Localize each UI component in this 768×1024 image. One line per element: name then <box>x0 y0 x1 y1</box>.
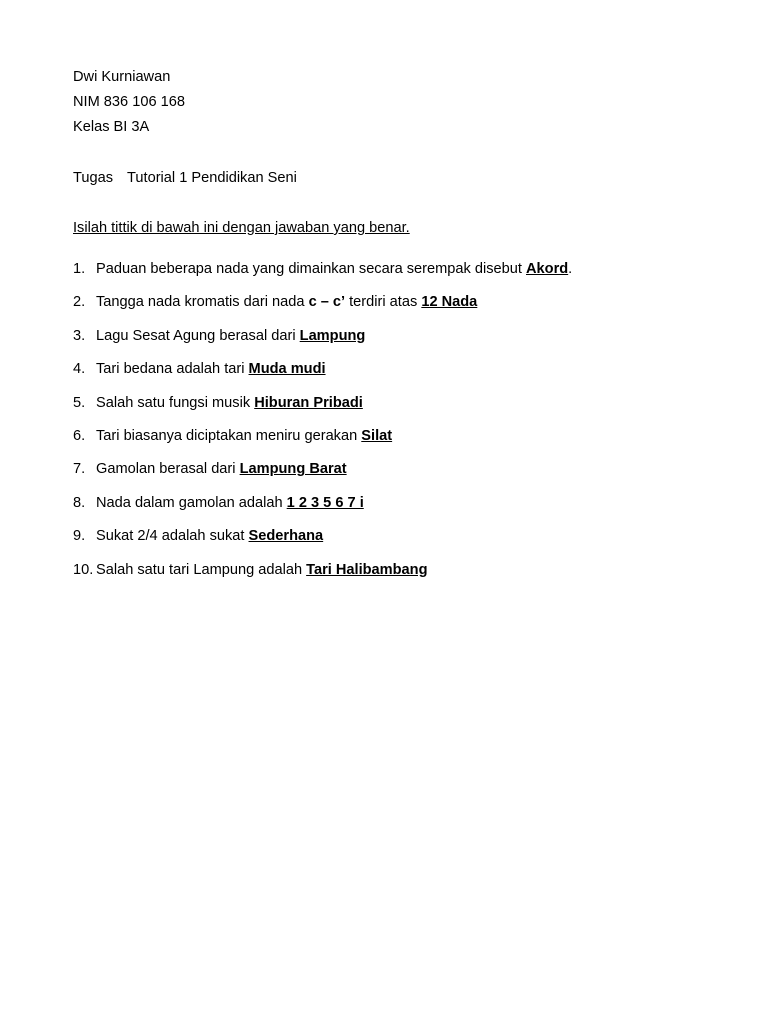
answer-text: Muda mudi <box>248 361 326 378</box>
question-number: 7. <box>73 461 86 478</box>
instruction-text: Isilah tittik di bawah ini dengan jawaban yang benar. <box>73 220 410 236</box>
question-item <box>73 394 572 412</box>
question-text: Sukat 2/4 adalah sukat <box>96 528 249 545</box>
question-item <box>73 293 572 311</box>
question-text-continued: terdiri atas <box>345 294 422 311</box>
question-keyword: c – c’ <box>308 294 346 311</box>
question-item <box>73 260 572 278</box>
answer-text: Silat <box>361 427 393 444</box>
student-nim: NIM 836 106 168 <box>73 94 185 110</box>
answer-text: Hiburan Pribadi <box>254 394 363 411</box>
question-text: Nada dalam gamolan adalah <box>96 494 287 511</box>
question-text: Paduan beberapa nada yang dimainkan secara serempak disebut <box>96 261 526 277</box>
question-text: Lagu Sesat Agung berasal dari <box>96 327 300 344</box>
answer-text: Tari Halibambang <box>306 561 428 578</box>
question-number: 10. <box>73 561 94 578</box>
question-number: 5. <box>73 394 86 411</box>
question-item <box>73 460 572 478</box>
question-list <box>73 260 572 594</box>
question-item <box>73 360 572 378</box>
question-text: Salah satu tari Lampung adalah <box>96 561 307 578</box>
question-number: 6. <box>73 427 86 444</box>
question-number: 4. <box>73 361 86 378</box>
question-number: 2. <box>73 294 86 311</box>
assignment-title-prefix: Tugas <box>73 170 114 186</box>
question-text: Salah satu fungsi musik <box>96 394 255 411</box>
question-text: Tari biasanya diciptakan meniru gerakan <box>96 427 362 444</box>
question-item <box>73 561 572 579</box>
answer-text: 1 2 3 5 6 7 i <box>286 494 364 511</box>
question-number: 8. <box>73 494 86 511</box>
question-text: Tari bedana adalah tari <box>96 361 249 378</box>
answer-text: 12 Nada <box>421 294 478 311</box>
student-class: Kelas BI 3A <box>73 119 150 135</box>
assignment-title-text: Tutorial 1 Pendidikan Seni <box>127 170 297 186</box>
question-text: Gamolan berasal dari <box>96 461 240 478</box>
question-item <box>73 494 572 512</box>
question-number: 3. <box>73 327 86 344</box>
student-name: Dwi Kurniawan <box>73 69 171 85</box>
answer-text: Lampung <box>299 327 366 344</box>
assignment-title <box>73 169 297 187</box>
question-number: 1. <box>73 261 86 277</box>
question-suffix: . <box>568 261 573 277</box>
question-number: 9. <box>73 528 86 545</box>
answer-text: Lampung Barat <box>239 461 347 478</box>
answer-text: Akord <box>526 261 569 277</box>
question-item <box>73 527 572 545</box>
answer-text: Sederhana <box>248 528 324 545</box>
question-text: Tangga nada kromatis dari nada <box>96 294 309 311</box>
question-item <box>73 327 572 345</box>
question-item <box>73 427 572 445</box>
